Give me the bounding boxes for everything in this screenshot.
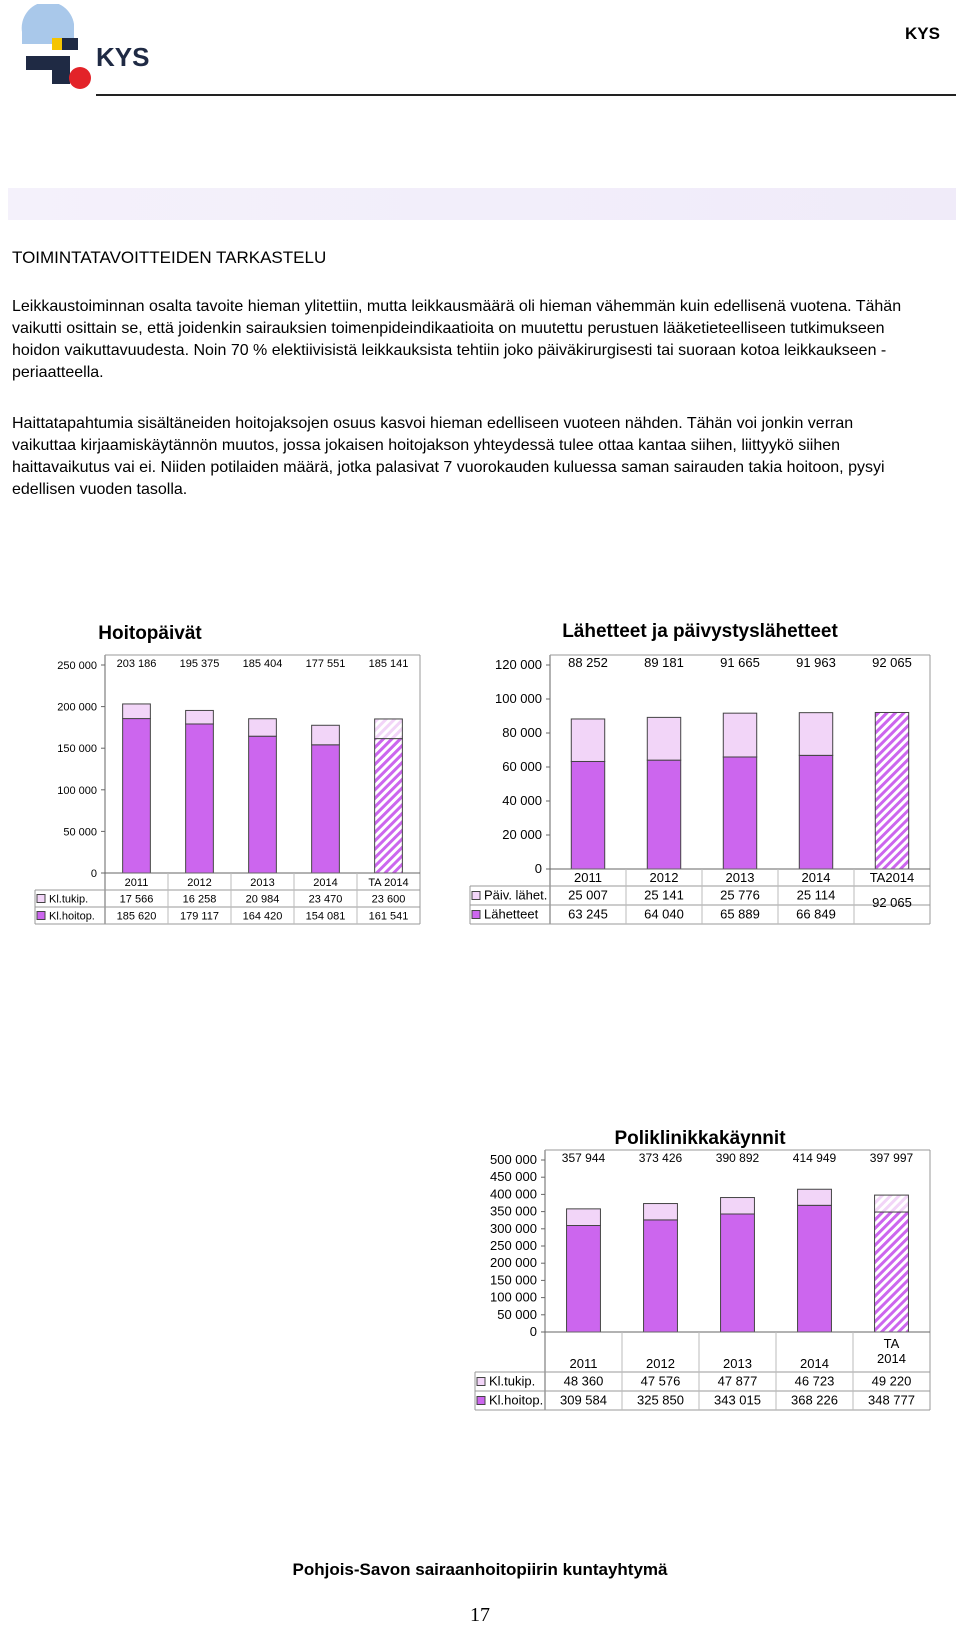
y-tick-label: 0 xyxy=(90,868,97,880)
y-tick-label: 350 000 xyxy=(490,1203,537,1219)
bar-upper xyxy=(123,704,151,719)
kys-logo xyxy=(18,4,168,92)
bar-lower xyxy=(799,755,832,869)
bar-upper xyxy=(798,1189,832,1205)
legend-label: Kl.hoitop. xyxy=(489,1392,544,1408)
table-cell: 46 723 xyxy=(794,1373,835,1389)
table-cell: 17 566 xyxy=(119,893,154,906)
bar-lower xyxy=(875,712,908,869)
chart-title: Hoitopäivät xyxy=(98,623,202,644)
header-band xyxy=(8,188,956,220)
y-tick-label: 200 000 xyxy=(57,701,97,714)
table-cell: 25 007 xyxy=(568,887,608,903)
x-tick-label: 2012 xyxy=(187,877,212,889)
x-tick-label: 2014 xyxy=(877,1351,906,1366)
x-tick-label: 2014 xyxy=(313,877,338,889)
bar-total-label: 88 252 xyxy=(568,655,608,670)
table-cell: 63 245 xyxy=(568,906,608,922)
paragraph-surgery: Leikkaustoiminnan osalta tavoite hieman ylitettiin, mutta leikkausmäärä oli hieman vähemmän kuin edellisenä vuotena. Tähän vaikutti osittain se, että joidenkin sairauksien toimenpideindikaatioita on muutettu perustuen lääketieteelliseen tutkimukseen hoidon vaikuttavuudesta. Noin 70 % elektiivisistä leikkauksista tehtiin joko päiväkirurgisesti tai suoraan kotoa leikkaukseen -periaatteella. xyxy=(12,298,902,381)
table-cell: 20 984 xyxy=(245,893,280,906)
bar-lower xyxy=(798,1205,832,1332)
table-cell: 185 620 xyxy=(116,910,157,923)
bar-total-label: 357 944 xyxy=(561,1151,606,1165)
bar-total-label: 397 997 xyxy=(869,1151,914,1165)
header-title: KYS xyxy=(905,24,940,43)
bar-lower xyxy=(644,1220,678,1332)
bar-total-label: 185 404 xyxy=(242,658,283,670)
bar-upper xyxy=(567,1209,601,1226)
svg-text:KYS: KYS xyxy=(96,42,150,72)
bar-total-label: 390 892 xyxy=(715,1151,760,1165)
chart-poliklinikkakaynnit xyxy=(470,1122,950,1468)
y-tick-label: 150 000 xyxy=(57,743,97,756)
paragraph-adverse-events: Haittatapahtumia sisältäneiden hoitojaksojen osuus kasvoi hieman edelliseen vuoteen nähden. Tähän voi jonkin verran vaikuttaa kirjaamiskäytännön muutos, jossa jokaisen hoitojakson yhteydessä tulee ottaa kantaa siihen, liittyykö siihen haittavaikutus vai ei. Niiden potilaiden määrä, jotka palasivat 7 vuorokauden kuluessa saman sairauden takia hoitoon, pysyi edellisen vuoden tasolla. xyxy=(12,415,885,498)
y-tick-label: 120 000 xyxy=(495,657,542,672)
header-divider xyxy=(96,94,956,96)
bar-upper xyxy=(375,719,403,739)
y-tick-label: 450 000 xyxy=(490,1169,537,1185)
bar-upper xyxy=(799,713,832,756)
bar-total-label: 203 186 xyxy=(116,658,157,670)
table-cell: 23 600 xyxy=(371,893,406,906)
bar-upper xyxy=(186,710,214,724)
legend-swatch xyxy=(472,892,480,900)
table-cell: 48 360 xyxy=(563,1373,604,1389)
bar-upper xyxy=(723,713,756,757)
x-tick-label: TA2014 xyxy=(869,870,915,885)
y-tick-label: 500 000 xyxy=(490,1152,537,1167)
table-cell: 25 114 xyxy=(796,887,836,903)
bar-lower xyxy=(875,1212,909,1332)
bar-lower xyxy=(312,745,340,873)
bar-lower xyxy=(375,739,403,873)
legend-label: Kl.tukip. xyxy=(489,1373,536,1389)
bar-lower xyxy=(186,724,214,873)
table-cell: 368 226 xyxy=(791,1392,838,1408)
bar-lower xyxy=(723,757,756,869)
x-tick-label: 2011 xyxy=(124,877,149,889)
footer-organization: Pohjois-Savon sairaanhoitopiirin kuntayhtymä xyxy=(292,1560,668,1579)
y-tick-label: 100 000 xyxy=(490,1289,537,1305)
bar-total-label: 177 551 xyxy=(305,658,346,670)
x-tick-label: 2013 xyxy=(723,1356,752,1371)
table-cell: 92 065 xyxy=(872,895,912,910)
table-cell: 66 849 xyxy=(796,906,836,922)
x-tick-label: TA xyxy=(883,1336,900,1351)
y-tick-label: 250 000 xyxy=(490,1238,537,1253)
y-tick-label: 250 000 xyxy=(57,660,97,672)
table-cell: 25 141 xyxy=(644,887,684,903)
y-tick-label: 20 000 xyxy=(502,827,542,842)
bar-total-label: 92 065 xyxy=(872,655,912,670)
x-tick-label: TA 2014 xyxy=(368,877,409,889)
legend-label: Kl.hoitop. xyxy=(49,910,95,923)
x-tick-label: 2012 xyxy=(649,870,679,885)
bar-upper xyxy=(312,725,340,745)
table-cell: 49 220 xyxy=(871,1373,912,1389)
legend-label: Päiv. lähet. xyxy=(484,887,548,903)
table-cell: 343 015 xyxy=(714,1392,761,1408)
x-tick-label: 2011 xyxy=(569,1356,598,1371)
y-tick-label: 150 000 xyxy=(490,1272,537,1288)
chart-title: Poliklinikkakäynnit xyxy=(614,1128,786,1149)
page-number: 17 xyxy=(470,1604,490,1626)
y-tick-label: 100 000 xyxy=(57,784,97,797)
bar-upper xyxy=(644,1204,678,1220)
bar-lower xyxy=(249,736,277,873)
bar-upper xyxy=(571,719,604,762)
y-tick-label: 60 000 xyxy=(502,759,542,774)
x-tick-label: 2012 xyxy=(646,1356,675,1371)
legend-swatch xyxy=(477,1378,485,1386)
table-cell: 65 889 xyxy=(720,906,760,922)
x-tick-label: 2013 xyxy=(725,870,755,885)
y-tick-label: 100 000 xyxy=(495,691,542,706)
table-cell: 47 877 xyxy=(717,1373,758,1389)
y-tick-label: 50 000 xyxy=(63,826,97,839)
bar-total-label: 373 426 xyxy=(638,1151,683,1165)
table-cell: 25 776 xyxy=(720,887,760,903)
y-tick-label: 50 000 xyxy=(497,1306,537,1322)
bar-total-label: 414 949 xyxy=(792,1151,837,1165)
x-tick-label: 2014 xyxy=(800,1356,829,1371)
chart-lahetteet xyxy=(465,615,935,960)
bar-total-label: 89 181 xyxy=(644,655,684,670)
legend-swatch xyxy=(37,912,45,920)
legend-swatch xyxy=(37,895,45,903)
chart-hoitopaivat xyxy=(30,615,450,960)
x-tick-label: 2013 xyxy=(250,877,275,889)
bar-lower xyxy=(567,1226,601,1332)
table-cell: 325 850 xyxy=(637,1392,684,1408)
legend-label: Kl.tukip. xyxy=(49,893,89,906)
x-tick-label: 2014 xyxy=(801,870,831,885)
y-tick-label: 200 000 xyxy=(490,1255,537,1271)
table-cell: 16 258 xyxy=(182,893,217,906)
bar-total-label: 91 665 xyxy=(720,655,760,670)
table-cell: 47 576 xyxy=(640,1373,681,1389)
y-tick-label: 300 000 xyxy=(490,1220,537,1236)
section-title: TOIMINTATAVOITTEIDEN TARKASTELU xyxy=(12,248,327,267)
table-cell: 154 081 xyxy=(305,910,346,923)
bar-total-label: 185 141 xyxy=(368,658,409,670)
table-cell: 164 420 xyxy=(242,910,283,923)
bar-total-label: 91 963 xyxy=(796,655,836,670)
bar-lower xyxy=(721,1214,755,1332)
bar-lower xyxy=(571,761,604,869)
table-cell: 309 584 xyxy=(560,1392,607,1408)
y-tick-label: 80 000 xyxy=(502,725,542,740)
bar-upper xyxy=(721,1198,755,1214)
bar-lower xyxy=(123,719,151,873)
y-tick-label: 0 xyxy=(529,1324,537,1339)
table-cell: 23 470 xyxy=(308,893,343,906)
table-cell: 179 117 xyxy=(180,910,219,923)
x-tick-label: 2011 xyxy=(574,870,602,885)
chart-title: Lähetteet ja päivystyslähetteet xyxy=(562,621,838,642)
bar-upper xyxy=(875,1195,909,1212)
bar-total-label: 195 375 xyxy=(179,658,220,670)
table-cell: 161 541 xyxy=(368,910,409,923)
legend-swatch xyxy=(477,1397,485,1405)
y-tick-label: 0 xyxy=(534,861,542,876)
table-cell: 64 040 xyxy=(644,906,684,922)
y-tick-label: 40 000 xyxy=(502,793,542,808)
legend-swatch xyxy=(472,911,480,919)
y-tick-label: 400 000 xyxy=(490,1186,537,1202)
bar-upper xyxy=(647,717,680,760)
bar-lower xyxy=(647,760,680,869)
legend-label: Lähetteet xyxy=(484,906,539,922)
table-cell: 348 777 xyxy=(868,1392,915,1408)
bar-upper xyxy=(249,719,277,736)
